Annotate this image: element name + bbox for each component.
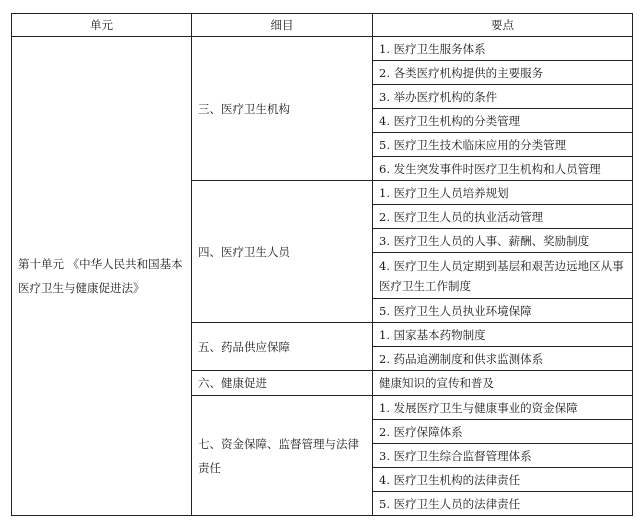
point-cell: 6. 发生突发事件时医疗卫生机构和人员管理: [373, 157, 633, 181]
point-cell: 2. 各类医疗机构提供的主要服务: [373, 61, 633, 85]
point-cell: 5. 医疗卫生人员的法律责任: [373, 492, 633, 516]
header-points: 要点: [373, 14, 633, 37]
point-cell: 2. 医疗保障体系: [373, 420, 633, 444]
point-cell: 1. 医疗卫生人员培养规划: [373, 181, 633, 205]
point-cell: 3. 举办医疗机构的条件: [373, 85, 633, 109]
point-cell: 3. 医疗卫生人员的人事、薪酬、奖励制度: [373, 229, 633, 253]
detail-cell: 三、医疗卫生机构: [192, 37, 373, 181]
point-cell: 4. 医疗卫生人员定期到基层和艰苦边远地区从事医疗卫生工作制度: [373, 253, 633, 299]
detail-cell: 五、药品供应保障: [192, 323, 373, 371]
point-cell: 1. 国家基本药物制度: [373, 323, 633, 347]
header-detail: 细目: [192, 14, 373, 37]
detail-cell: 六、健康促进: [192, 371, 373, 396]
point-cell: 2. 医疗卫生人员的执业活动管理: [373, 205, 633, 229]
point-cell: 1. 医疗卫生服务体系: [373, 37, 633, 61]
detail-cell: 七、资金保障、监督管理与法律责任: [192, 396, 373, 516]
point-cell: 4. 医疗卫生机构的法律责任: [373, 468, 633, 492]
point-cell: 5. 医疗卫生人员执业环境保障: [373, 299, 633, 323]
table-row: [12, 37, 633, 61]
syllabus-table-wrapper: [11, 13, 633, 516]
syllabus-table: [11, 13, 633, 516]
header-unit: 单元: [12, 14, 192, 37]
point-cell: 5. 医疗卫生技术临床应用的分类管理: [373, 133, 633, 157]
detail-cell: 四、医疗卫生人员: [192, 181, 373, 323]
point-cell: 1. 发展医疗卫生与健康事业的资金保障: [373, 396, 633, 420]
point-cell: 4. 医疗卫生机构的分类管理: [373, 109, 633, 133]
point-cell: 健康知识的宣传和普及: [373, 371, 633, 396]
header-row: [12, 14, 633, 37]
point-cell: 3. 医疗卫生综合监督管理体系: [373, 444, 633, 468]
unit-cell: 第十单元 《中华人民共和国基本医疗卫生与健康促进法》: [12, 37, 192, 516]
point-cell: 2. 药品追溯制度和供求监测体系: [373, 347, 633, 371]
